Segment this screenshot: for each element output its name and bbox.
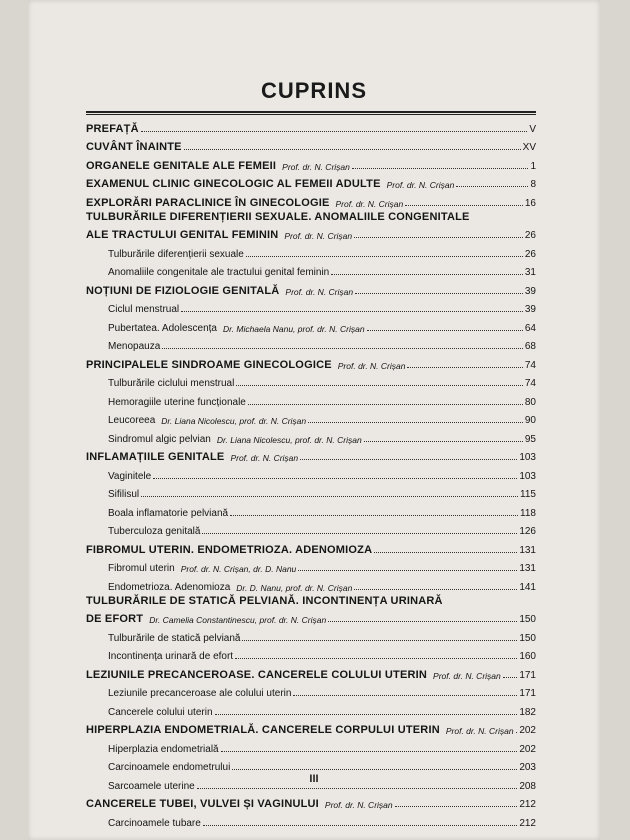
- dot-leader: [395, 806, 518, 807]
- dot-leader: [184, 149, 521, 150]
- entry-page: 182: [519, 706, 536, 718]
- dot-leader: [230, 515, 518, 516]
- dot-leader: [298, 570, 517, 571]
- toc-sub-entry: [86, 519, 536, 538]
- entry-page: 95: [524, 433, 536, 445]
- dot-leader: [293, 695, 517, 696]
- toc-chapter-entry: [86, 445, 536, 464]
- toc-sub-entry: [86, 334, 536, 353]
- entry-author: Dr. D. Nanu, prof. dr. N. Crișan: [236, 582, 353, 593]
- entry-title: Leziunile precanceroase ale colului uterin: [108, 688, 292, 699]
- dot-leader: [248, 404, 523, 405]
- entry-title: Incontinența urinară de efort: [108, 651, 234, 662]
- entry-page: 80: [524, 396, 536, 408]
- dot-leader: [405, 205, 523, 206]
- entry-title: Leucoreea: [108, 415, 156, 426]
- dot-leader: [374, 552, 517, 553]
- book-page: [28, 0, 600, 840]
- entry-title: FIBROMUL UTERIN. ENDOMETRIOZA. ADENOMIOZA: [86, 543, 373, 556]
- dot-leader: [300, 459, 517, 460]
- entry-title: CUVÂNT ÎNAINTE: [86, 141, 182, 153]
- dot-leader: [407, 367, 522, 368]
- entry-page: 39: [524, 304, 536, 315]
- entry-author: Prof. dr. N. Crișan: [337, 360, 406, 371]
- entry-author: Prof. dr. N. Crișan: [285, 286, 354, 297]
- toc-chapter-entry: [86, 153, 536, 172]
- toc-sub-entry: [86, 241, 536, 260]
- toc-sub-entry: [86, 736, 536, 755]
- toc-chapter-entry: [86, 537, 536, 556]
- dot-leader: [141, 131, 528, 132]
- dot-leader: [236, 385, 523, 386]
- entry-page: 203: [519, 762, 536, 773]
- entry-page: 202: [519, 725, 536, 736]
- toc-chapter-entry: [86, 223, 536, 242]
- dot-leader: [235, 658, 517, 659]
- entry-page: 103: [519, 470, 536, 482]
- toc-chapter-entry: [86, 116, 536, 135]
- entry-title: Sindromul algic pelvian: [108, 433, 211, 445]
- entry-page: 103: [519, 452, 536, 463]
- toc-sub-entry: [86, 644, 536, 663]
- entry-title: ORGANELE GENITALE ALE FEMEII: [86, 159, 277, 172]
- dot-leader: [364, 441, 523, 442]
- dot-leader: [355, 293, 523, 294]
- entry-title: PRINCIPALELE SINDROAME GINECOLOGICE: [86, 358, 332, 371]
- entry-title: Vaginitele: [108, 470, 152, 482]
- entry-page: 208: [519, 780, 536, 792]
- dot-leader: [503, 677, 518, 678]
- toc-chapter-entry: [86, 190, 536, 209]
- entry-title: LEZIUNILE PRECANCEROASE. CANCERELE COLULUI UTERIN: [86, 668, 428, 681]
- toc-chapter-entry: [86, 352, 536, 371]
- entry-title: HIPERPLAZIA ENDOMETRIALĂ. CANCERELE CORPULUI UTERIN: [86, 724, 440, 736]
- toc-sub-entry: [86, 482, 536, 501]
- entry-title: INFLAMAȚIILE GENITALE: [86, 451, 225, 463]
- entry-page: 1: [530, 160, 536, 172]
- entry-page: 150: [519, 614, 536, 625]
- dot-leader: [202, 533, 517, 534]
- entry-title: EXAMENUL CLINIC GINECOLOGIC AL FEMEII ADULTE: [86, 178, 381, 190]
- entry-title: Ciclul menstrual: [108, 304, 180, 315]
- dot-leader: [456, 186, 528, 187]
- title-rule: [86, 111, 536, 113]
- entry-title: Sifilisul: [108, 489, 140, 500]
- entry-page: 126: [519, 526, 536, 537]
- entry-page: 202: [519, 743, 536, 755]
- entry-title: Tulburările de statică pelviană: [108, 632, 241, 644]
- dot-leader: [232, 769, 517, 770]
- entry-author: Prof. dr. N. Crișan, dr. D. Nanu: [180, 564, 297, 574]
- entry-author: Dr. Liana Nicolescu, prof. dr. N. Crișan: [161, 416, 307, 426]
- dot-leader: [215, 714, 518, 715]
- toc-sub-entry: [86, 810, 536, 829]
- entry-author: Prof. dr. N. Crișan: [324, 800, 393, 810]
- entry-title: Carcinoamele tubare: [108, 817, 201, 829]
- entry-title: DE EFORT: [86, 613, 144, 625]
- dot-leader: [197, 788, 518, 789]
- entry-author: Prof. dr. N. Crișan: [386, 180, 455, 190]
- toc-sub-entry: [86, 389, 536, 408]
- toc-chapter-entry: [86, 278, 536, 297]
- page-number: III: [309, 773, 319, 785]
- entry-page: 31: [524, 267, 536, 278]
- toc-chapter-entry: [86, 135, 536, 154]
- entry-title: Endometrioza. Adenomioza: [108, 581, 231, 593]
- toc-sub-entry: [86, 426, 536, 445]
- entry-page: 115: [520, 489, 536, 500]
- entry-page: 141: [519, 581, 536, 593]
- dot-leader: [354, 589, 517, 590]
- toc-chapter-entry: [86, 792, 536, 811]
- entry-title: Menopauza: [108, 341, 161, 352]
- entry-title: Boala inflamatorie pelviană: [108, 507, 229, 519]
- toc-sub-entry: [86, 500, 536, 519]
- entry-page: 74: [524, 378, 536, 389]
- entry-author: Prof. dr. N. Crișan: [335, 198, 404, 209]
- toc-chapter-entry: [86, 209, 536, 223]
- entry-title: TULBURĂRILE DE STATICĂ PELVIANĂ. INCONTINENȚA URINARĂ: [86, 594, 443, 607]
- entry-title: ALE TRACTULUI GENITAL FEMININ: [86, 229, 279, 241]
- entry-title: Hiperplazia endometrială: [108, 743, 219, 755]
- dot-leader: [153, 478, 517, 479]
- dot-leader: [162, 348, 523, 349]
- entry-author: Prof. dr. N. Crișan: [433, 670, 501, 681]
- entry-page: 26: [524, 248, 536, 260]
- dot-leader: [203, 825, 517, 826]
- toc-sub-entry: [86, 755, 536, 774]
- entry-page: 64: [524, 322, 536, 334]
- toc-sub-entry: [86, 681, 536, 700]
- entry-page: 90: [524, 415, 536, 426]
- entry-page: 74: [524, 359, 536, 371]
- dot-leader: [328, 621, 517, 622]
- dot-leader: [308, 422, 523, 423]
- dot-leader: [141, 496, 518, 497]
- table-of-contents: [86, 116, 536, 829]
- toc-chapter-entry: [86, 607, 536, 626]
- entry-author: Dr. Camelia Constantinescu, prof. dr. N. Crișan: [149, 615, 327, 625]
- entry-page: 16: [524, 197, 536, 209]
- entry-page: 39: [524, 285, 536, 297]
- dot-leader: [242, 640, 517, 641]
- entry-title: EXPLORĂRI PARACLINICE ÎN GINECOLOGIE: [86, 196, 330, 209]
- toc-chapter-entry: [86, 662, 536, 681]
- entry-title: Hemoragiile uterine funcționale: [108, 396, 246, 408]
- dot-leader: [516, 732, 518, 733]
- entry-page: 131: [519, 563, 536, 574]
- entry-author: Prof. dr. N. Crișan: [445, 726, 514, 736]
- entry-page: 118: [520, 507, 536, 519]
- toc-sub-entry: [86, 408, 536, 427]
- entry-title: Sarcoamele uterine: [108, 780, 195, 792]
- toc-sub-entry: [86, 260, 536, 279]
- toc-sub-entry: [86, 297, 536, 316]
- entry-page: 212: [519, 799, 536, 810]
- entry-title: Tulburările ciclului menstrual: [108, 378, 235, 389]
- dot-leader: [331, 274, 523, 275]
- entry-author: Dr. Liana Nicolescu, prof. dr. N. Crișan: [216, 434, 362, 445]
- toc-sub-entry: [86, 463, 536, 482]
- toc-chapter-entry: [86, 718, 536, 737]
- entry-title: Pubertatea. Adolescența: [108, 322, 217, 334]
- toc-sub-entry: [86, 574, 536, 593]
- toc-sub-entry: [86, 556, 536, 575]
- entry-page: 68: [524, 341, 536, 352]
- entry-title: Carcinoamele endometrului: [108, 762, 231, 773]
- entry-title: Tuberculoza genitală: [108, 526, 201, 537]
- entry-title: TULBURĂRILE DIFERENȚIERII SEXUALE. ANOMALIILE CONGENITALE: [86, 210, 470, 223]
- title-rule-thin: [86, 114, 536, 115]
- entry-title: Anomaliile congenitale ale tractului genital feminin: [108, 267, 330, 278]
- entry-author: Prof. dr. N. Crișan: [284, 231, 353, 241]
- toc-sub-entry: [86, 371, 536, 390]
- entry-page: 171: [519, 688, 536, 699]
- entry-author: Prof. dr. N. Crișan: [282, 161, 350, 172]
- entry-title: NOȚIUNI DE FIZIOLOGIE GENITALĂ: [86, 284, 280, 297]
- dot-leader: [352, 168, 529, 169]
- toc-chapter-entry: [86, 172, 536, 191]
- entry-page: 131: [519, 544, 536, 556]
- dot-leader: [367, 330, 523, 331]
- entry-page: XV: [522, 142, 536, 153]
- entry-author: Dr. Michaela Nanu, prof. dr. N. Crișan: [222, 323, 365, 334]
- entry-author: Prof. dr. N. Crișan: [230, 453, 299, 463]
- entry-page: 160: [519, 651, 536, 662]
- entry-title: PREFAȚĂ: [86, 122, 139, 135]
- entry-page: 212: [519, 817, 536, 829]
- entry-page: V: [529, 123, 536, 135]
- entry-page: 171: [519, 669, 536, 681]
- dot-leader: [246, 256, 523, 257]
- entry-title: CANCERELE TUBEI, VULVEI ȘI VAGINULUI: [86, 798, 319, 810]
- toc-chapter-entry: [86, 593, 536, 607]
- entry-title: Tulburările diferențierii sexuale: [108, 248, 244, 260]
- entry-page: 150: [519, 632, 536, 644]
- toc-sub-entry: [86, 625, 536, 644]
- entry-page: 26: [524, 230, 536, 241]
- entry-title: Cancerele colului uterin: [108, 706, 213, 718]
- dot-leader: [221, 751, 518, 752]
- dot-leader: [354, 237, 523, 238]
- dot-leader: [181, 311, 523, 312]
- entry-page: 8: [530, 179, 536, 190]
- toc-sub-entry: [86, 315, 536, 334]
- entry-title: Fibromul uterin: [108, 563, 175, 574]
- page-title: CUPRINS: [260, 78, 367, 103]
- toc-sub-entry: [86, 699, 536, 718]
